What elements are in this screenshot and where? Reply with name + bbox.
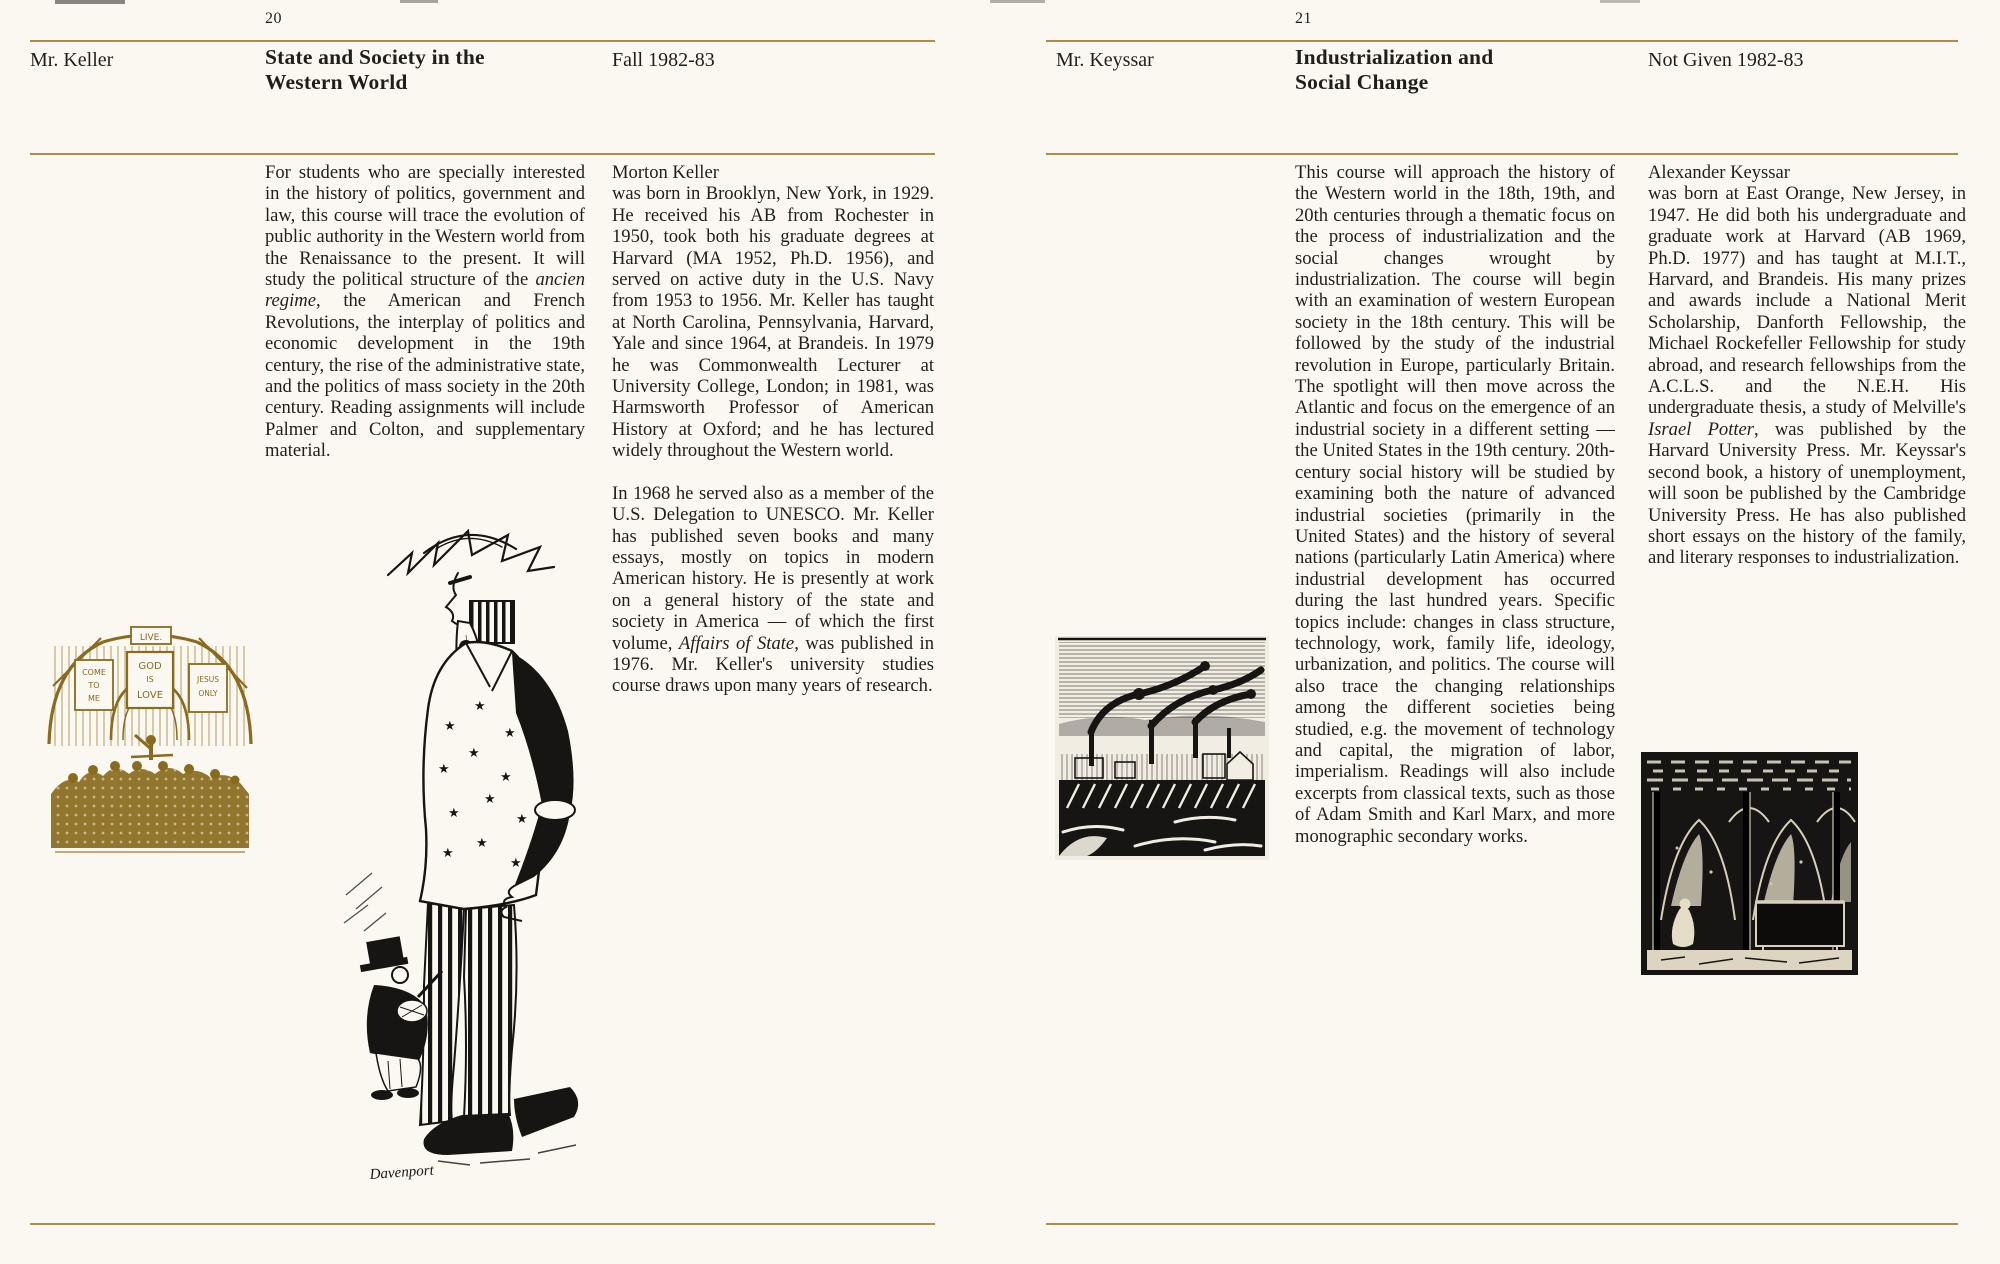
sign-text: ME xyxy=(88,694,100,703)
scan-artifact xyxy=(1600,0,1640,3)
svg-text:★: ★ xyxy=(510,856,522,871)
course-title-line: Social Change xyxy=(1295,70,1429,94)
uncle-sam-cartoon xyxy=(318,505,613,1200)
textile-mill-interior-woodcut xyxy=(1641,752,1858,975)
bio-name: Morton Keller xyxy=(612,162,719,183)
course-title-line: Industrialization and xyxy=(1295,45,1494,69)
instructor-name: Mr. Keller xyxy=(30,49,114,71)
footer-rule xyxy=(30,1223,935,1225)
instructor-name: Mr. Keyssar xyxy=(1056,49,1154,71)
sign-text: GOD xyxy=(138,661,162,672)
svg-text:★: ★ xyxy=(516,812,528,827)
sign-text: IS xyxy=(146,675,154,684)
revival-meeting-woodcut xyxy=(45,622,255,855)
svg-text:★: ★ xyxy=(476,836,488,851)
industrial-landscape-illustration xyxy=(1055,636,1269,860)
instructor-bio xyxy=(1648,162,1966,569)
svg-text:★: ★ xyxy=(504,726,516,741)
page-number: 21 xyxy=(1295,10,1312,27)
svg-text:★: ★ xyxy=(484,792,496,807)
sign-text: JESUS xyxy=(197,675,219,684)
svg-text:★: ★ xyxy=(442,846,454,861)
header-rule xyxy=(30,40,935,42)
scan-artifact xyxy=(55,0,125,4)
svg-text:★: ★ xyxy=(438,762,450,777)
scan-artifact xyxy=(400,0,438,3)
svg-text:★: ★ xyxy=(444,719,456,734)
course-description: This course will approach the history of the Western world in the 18th, 19th, and 20th centuries through a thematic focus on the process of industrialization and the social changes wrought by industrialization. The course will begin with an examination of western European society in the 18th century. This will be followed by the study of the industrial revolution in Europe, particularly Britain. The spotlight will then move across the Atlantic and focus on the emergence of an industrial society in a different setting — the United States in the 19th century. 20th-century social history will be studied by examining both the nature of advanced industrial societies (primarily in the United States) and the history of several nations (particularly Latin America) where industrial development has occurred during the last hundred years. Specific topics include: changes in class structure, technology, work, family life, ideology, urbanization, and politics. The course will also trace the changing relationships among the different societies being studied, e.g. the movement of technology and capital, the migration of labor, imperialism. Readings will also include excerpts from classical texts, such as those of Adam Smith and Karl Marx, and more monographic secondary works. xyxy=(1295,162,1615,847)
term-label: Fall 1982-83 xyxy=(612,49,715,71)
term-label: Not Given 1982-83 xyxy=(1648,49,1804,71)
instructor-bio xyxy=(612,162,934,697)
svg-text:★: ★ xyxy=(448,806,460,821)
page-number: 20 xyxy=(265,10,282,27)
sign-text: ONLY xyxy=(198,689,218,698)
bio-name: Alexander Keyssar xyxy=(1648,162,1790,183)
svg-text:★: ★ xyxy=(468,746,480,761)
revival-meeting-illustration xyxy=(45,622,255,855)
bio-text: was born at East Orange, New Jersey, in 1947. He did both his undergraduate and graduate work at Harvard (AB 1969, Ph.D. 1977) and has taught at M.I.T., Harvard, and Brandeis. His many prizes and awards include a National Merit Scholarship, Danforth Fellowship, the Michael Rockefeller Fellowship for study abroad, and research fellowships from the A.C.L.S. and the N.E.H. His undergraduate thesis, a study of Melville's Israel Potter, was published by the Harvard University Press. Mr. Keyssar's second book, a history of unemployment, will soon be published by the Cambridge University Press. He has also published short essays on the history of the family, and literary responses to industrialization. xyxy=(1648,183,1966,569)
footer-rule xyxy=(1046,1223,1958,1225)
course-description: For students who are specially interested in the history of politics, government and law, this course will trace the evolution of public authority in the Western world from the Renaissance to the present. It will study the political structure of the ancien regime, the American and French Revolutions, the interplay of politics and economic development in the 19th century, the rise of the administrative state, and the politics of mass society in the 20th century. Reading assignments will include Palmer and Colton, and supplementary material. xyxy=(265,162,585,462)
bio-text: was born in Brooklyn, New York, in 1929. He received his AB from Rochester in 1950, took both his graduate degrees at Harvard (MA 1952, Ph.D. 1956), and served on active duty in the U.S. Navy from 1953 to 1956. Mr. Keller has taught at North Carolina, Pennsylvania, Harvard, Yale and since 1964, at Brandeis. In 1979 he was Commonwealth Lecturer at University College, London; in 1981, was Harmsworth Professor of American History at Oxford; and he has lectured widely throughout the Western world. In 1968 he served also as a member of the U.S. Delegation to UNESCO. Mr. Keller has published seven books and many essays, mostly on topics in modern American history. He is presently at work on a general history of the state and society in America — of which the first volume, Affairs of State, was published in 1976. Mr. Keller's university studies course draws upon many years of research. xyxy=(612,183,935,697)
course-title xyxy=(1295,45,1625,95)
sign-text: COME xyxy=(82,668,106,677)
course-title xyxy=(265,45,595,95)
mill-interior-illustration xyxy=(1641,752,1858,975)
sign-text: LOVE xyxy=(136,690,164,701)
svg-text:★: ★ xyxy=(474,699,486,714)
header-rule xyxy=(1046,40,1958,42)
body-rule xyxy=(30,153,935,155)
course-title-line: State and Society in the xyxy=(265,45,485,69)
sign-text: LIVE. xyxy=(139,633,163,643)
svg-text:★: ★ xyxy=(500,770,512,785)
sign-text: TO xyxy=(88,681,100,690)
artist-signature: Davenport xyxy=(369,1162,435,1183)
course-title-line: Western World xyxy=(265,70,408,94)
uncle-sam-cartoon-illustration xyxy=(318,505,613,1200)
industrial-landscape-woodcut xyxy=(1055,636,1269,860)
scan-artifact xyxy=(990,0,1045,3)
body-rule xyxy=(1046,153,1958,155)
